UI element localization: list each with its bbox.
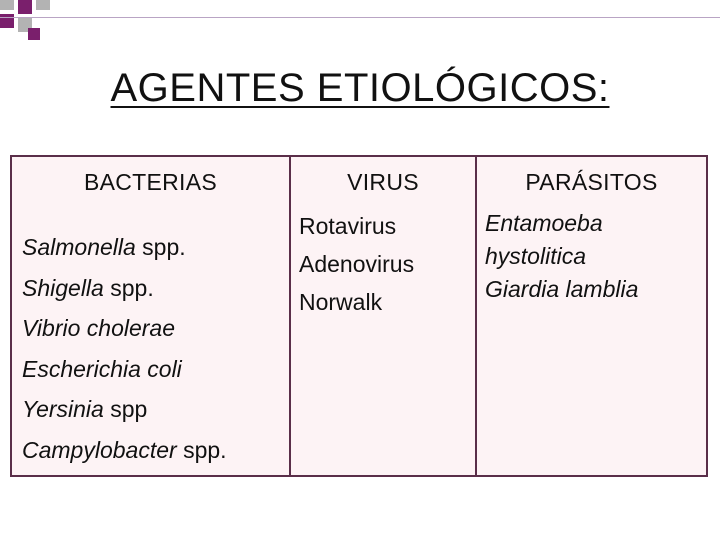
item-italic: Campylobacter [22,436,177,463]
item-italic: Entamoeba [485,210,603,236]
list-item [22,308,227,349]
item-list [22,227,227,470]
column-header: PARÁSITOS [525,169,658,195]
item-rest: spp [103,396,148,422]
item-italic: Giardia lamblia [485,276,639,302]
item-italic: Vibrio cholerae [22,315,176,341]
list-item [485,240,638,273]
column-bacterias [12,157,289,475]
list-item [299,207,414,245]
item-rest: spp. [135,234,186,260]
item-italic: Salmonella [22,234,136,260]
list-item [22,430,227,471]
decor-square [0,0,14,10]
column-header: VIRUS [347,169,419,195]
column-parasitos [475,157,706,475]
page-title [0,66,720,111]
item-italic: Shigella [22,274,104,301]
item-rest: spp. [176,436,227,463]
list-item [22,268,227,309]
decor-square [18,0,32,14]
list-item [22,349,227,390]
page-title-text: AGENTES ETIOLÓGICOS: [110,66,610,110]
list-item [22,389,227,430]
item-rest: Rotavirus [299,213,397,239]
header-rule [0,17,720,18]
item-list [299,207,414,321]
agents-table [10,155,708,477]
item-rest: Norwalk [299,289,383,315]
list-item [299,245,414,283]
item-italic: hystolitica [485,243,586,269]
item-rest: Adenovirus [299,251,415,277]
decor-square [36,0,50,10]
item-italic: Escherichia coli [22,355,182,382]
column-header: BACTERIAS [83,169,218,195]
item-italic: Yersinia [22,396,104,422]
list-item [22,227,227,268]
item-rest: spp. [103,274,154,301]
list-item [485,273,638,306]
decor-square [28,28,40,40]
list-item [485,207,638,240]
column-virus [289,157,475,475]
item-list [485,207,638,306]
list-item [299,283,414,321]
